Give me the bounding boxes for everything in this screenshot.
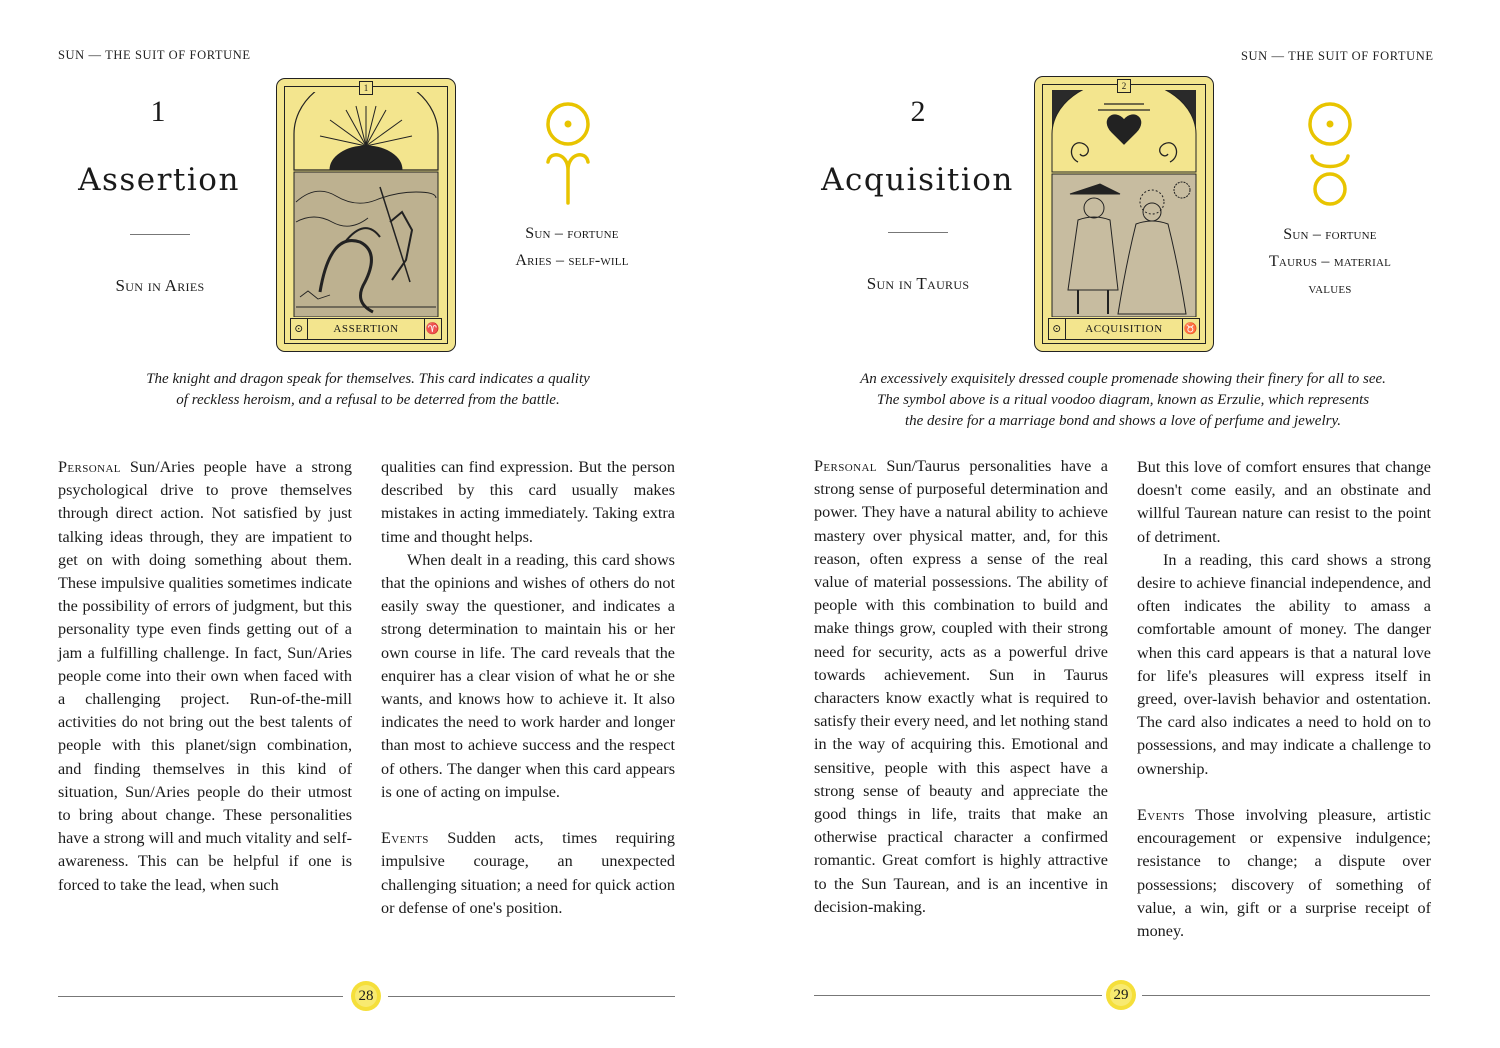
divider	[130, 234, 190, 235]
caption-line: An excessively exquisitely dressed couple promenade showing their finery for all to see.	[860, 371, 1386, 387]
page-number: 29	[1105, 979, 1137, 1011]
card-label: ASSERTION	[333, 323, 399, 335]
card-caption	[812, 369, 1434, 432]
card-illustration-couple	[1048, 90, 1200, 315]
paragraph-text: Sun/Taurus personalities have a strong sense of purposeful determination and power. They have a natural ability to achieve mastery over physical matter, and, for this reason, often express a sense of the real value of material possessions. The ability of people with this combination to build and make things grow, coupled with their strong need for security, acts as a powerful drive towards achievement. Sun in Taurus characters know exactly what is required to satisfy their every need, and let nothing stand in the way of acquiring this. Emotional and sensitive, people with this aspect have a strong sense of beauty and appreciate the good things in life, traits that make an otherwise practical character a confirmed romantic. Great comfort is highly attractive to the Sun Taurean, and is an incentive in decision-making.	[814, 457, 1108, 916]
section-lead-events: Events	[1137, 806, 1185, 825]
divider	[888, 232, 948, 233]
caption-line: The knight and dragon speak for themselves. This card indicates a quality	[146, 371, 590, 387]
card-label: ACQUISITION	[1085, 323, 1163, 335]
card-footer	[290, 318, 442, 340]
card-number-box: 1	[359, 81, 373, 95]
card-number-box: 2	[1117, 79, 1131, 93]
footer-rule	[58, 996, 343, 997]
paragraph-text: In a reading, this card shows a strong desire to achieve financial independence, and often indicates the ability to amass a comfortable amount of money. The danger when this card appears is that a natural love for life's pleasures will express itself in greed, over-lavish behavior and ostentation. The card also indicates a need to hold on to possessions, and may indicate a challenge to ownership.	[1137, 550, 1431, 778]
sun-symbol-icon: ⊙	[1049, 319, 1066, 339]
legend-line: Sun – fortune	[1283, 226, 1377, 243]
tarot-card-assertion	[276, 78, 456, 352]
sun-symbol-icon: ⊙	[291, 319, 308, 339]
running-head-left: SUN — THE SUIT OF FORTUNE	[58, 48, 251, 62]
page-number: 28	[350, 980, 382, 1012]
card-footer	[1048, 318, 1200, 340]
running-head-right: SUN — THE SUIT OF FORTUNE	[1241, 49, 1434, 63]
card-caption	[80, 369, 656, 411]
section-lead-events: Events	[381, 829, 429, 848]
section-lead-personal: Personal	[58, 458, 121, 476]
section-lead-personal: Personal	[814, 457, 877, 475]
body-column-1	[58, 456, 352, 897]
taurus-symbol-icon: ♉	[1182, 319, 1199, 339]
aries-symbol-icon: ♈	[424, 319, 441, 339]
footer-rule	[388, 996, 675, 997]
paragraph-text: But this love of comfort ensures that change doesn't come easily, and an obstinate and willful Taurean nature can resist to the point of detriment.	[1137, 458, 1431, 546]
legend-line: values	[1308, 280, 1352, 297]
paragraph-text: Sudden acts, times requiring impulsive courage, an unexpected challenging situation; a need for quick action or defense of one's position.	[381, 829, 675, 917]
astrology-legend	[488, 220, 656, 274]
paragraph-text: Sun/Aries people have a strong psychological drive to prove themselves through direct action. Not satisfied by just talking ideas through, they are impatient to get on with doing something about them. These impulsive qualities sometimes indicate the possibility of errors of judgment, but this personality type even finds getting out of a jam a fulfilling challenge. In fact, Sun/Aries people come into their own when faced with a challenging project. Run-of-the-mill activities do not bring out the best talents of people with this planet/sign combination, and finding themselves in this kind of situation, Sun/Aries people do their utmost to bring about change. These personalities have a strong will and much vitality and self-awareness. This can be helpful if one is forced to take the lead, when such	[58, 458, 353, 894]
astrology-legend	[1244, 221, 1416, 302]
body-column-1	[814, 455, 1108, 919]
paragraph-text: qualities can find expression. But the person described by this card usually makes mistakes in acting immediately. Taking extra time and thought helps.	[381, 458, 675, 546]
legend-line: Sun – fortune	[525, 225, 619, 242]
body-column-2	[1137, 456, 1431, 943]
card-subtitle: Sun in Taurus	[866, 274, 970, 293]
body-column-2	[381, 456, 675, 920]
paragraph-text: Those involving pleasure, artistic encouragement or expensive indulgence; resistance to change; a dispute over possessions; discovery of something of value, a win, gift or a surprise receipt of money.	[1137, 806, 1431, 941]
caption-line: The symbol above is a ritual voodoo diagram, known as Erzulie, which represents	[876, 392, 1370, 408]
sun-taurus-glyph-icon	[1300, 98, 1360, 214]
card-illustration-knight-dragon	[290, 92, 442, 315]
card-title: Acquisition	[821, 162, 1014, 198]
footer-rule	[814, 995, 1102, 996]
card-number: 1	[150, 95, 166, 128]
legend-line: Taurus – material	[1268, 253, 1392, 270]
footer-rule	[1142, 995, 1430, 996]
card-title: Assertion	[78, 162, 240, 198]
paragraph-text: When dealt in a reading, this card shows that the opinions and wishes of others do not easily sway the questioner, and indicates a strong determination to maintain his or her own course in life. The card reveals that the enquirer has a clear vision of what he or she wants, and knows how to achieve it. It also indicates the need to work harder and longer than most to achieve success and the respect of others. The danger when this card appears is one of acting on impulse.	[381, 550, 675, 801]
caption-line: the desire for a marriage bond and shows a love of perfume and jewelry.	[904, 413, 1342, 429]
sun-aries-glyph-icon	[538, 98, 598, 208]
card-number: 2	[910, 95, 926, 128]
tarot-card-acquisition	[1034, 76, 1214, 352]
legend-line: Aries – self-will	[515, 252, 629, 269]
card-subtitle: Sun in Aries	[115, 276, 205, 295]
caption-line: of reckless heroism, and a refusal to be deterred from the battle.	[176, 392, 560, 408]
